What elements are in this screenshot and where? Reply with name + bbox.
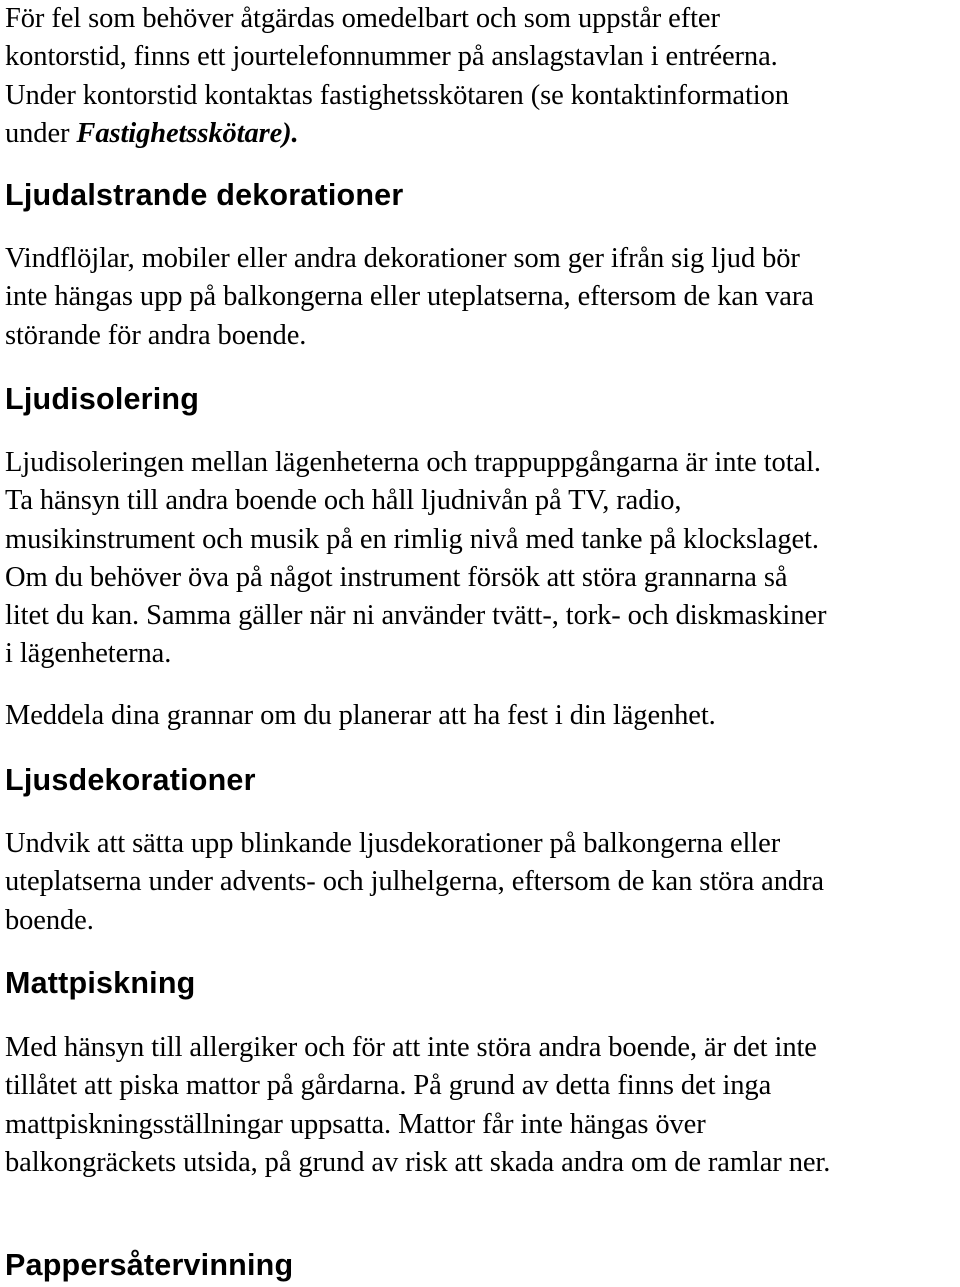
section-paragraph xyxy=(5,1029,830,1182)
text-line: störande för andra boende. xyxy=(5,319,307,351)
section-paragraph xyxy=(5,240,814,355)
text-line: musikinstrument och musik på en rimlig nivå med tanke på klockslaget. xyxy=(5,523,819,555)
text-line: Meddela dina grannar om du planerar att ha fest i din lägenhet. xyxy=(5,700,716,731)
text-line: Ta hänsyn till andra boende och håll ljudnivån på TV, radio, xyxy=(5,485,682,517)
text-line: inte hängas upp på balkongerna eller uteplatserna, eftersom de kan vara xyxy=(5,281,814,313)
text-line: Undvik att sätta upp blinkande ljusdekorationer på balkongerna eller xyxy=(5,828,781,859)
section-heading-ljudalstrande: Ljudalstrande dekorationer xyxy=(5,178,404,212)
text-line: kontorstid, finns ett jourtelefonnummer på anslagstavlan i entréerna. xyxy=(5,41,778,73)
text-line: Under kontorstid kontaktas fastighetsskötaren (se kontaktinformation xyxy=(5,79,789,111)
text-line: uteplatserna under advents- och julhelgerna, eftersom de kan störa andra xyxy=(5,866,824,898)
text-line: Vindflöjlar, mobiler eller andra dekorationer som ger ifrån sig ljud bör xyxy=(5,243,800,274)
text-line: boende. xyxy=(5,904,94,936)
section-paragraph xyxy=(5,444,826,674)
text-line: mattpiskningsställningar uppsatta. Mattor får inte hängas över xyxy=(5,1108,706,1140)
emphasis-text: Fastighetsskötare). xyxy=(76,117,299,149)
text-line: tillåtet att piska mattor på gårdarna. På grund av detta finns det inga xyxy=(5,1070,772,1102)
section-heading-ljusdekorationer: Ljusdekorationer xyxy=(5,763,256,797)
text-line: i lägenheterna. xyxy=(5,638,172,670)
section-paragraph xyxy=(5,697,716,735)
section-heading-ljudisolering: Ljudisolering xyxy=(5,382,200,416)
text-line: balkongräckets utsida, på grund av risk att skada andra om de ramlar ner. xyxy=(5,1146,831,1178)
section-heading-mattpiskning: Mattpiskning xyxy=(5,966,196,1000)
text-line: Med hänsyn till allergiker och för att inte störa andra boende, är det inte xyxy=(5,1032,817,1063)
section-heading-pappersatervinning: Pappersåtervinning xyxy=(5,1248,294,1282)
text-fragment: under xyxy=(5,117,77,149)
intro-paragraph xyxy=(5,0,789,153)
text-line: Om du behöver öva på något instrument försök att störa grannarna så xyxy=(5,561,788,593)
text-line: litet du kan. Samma gäller när ni använder tvätt-, tork- och diskmaskiner xyxy=(5,600,827,632)
text-line xyxy=(5,115,789,153)
text-line: Ljudisoleringen mellan lägenheterna och trappuppgångarna är inte total. xyxy=(5,447,821,478)
text-line: För fel som behöver åtgärdas omedelbart och som uppstår efter xyxy=(5,3,720,34)
section-paragraph xyxy=(5,825,824,940)
